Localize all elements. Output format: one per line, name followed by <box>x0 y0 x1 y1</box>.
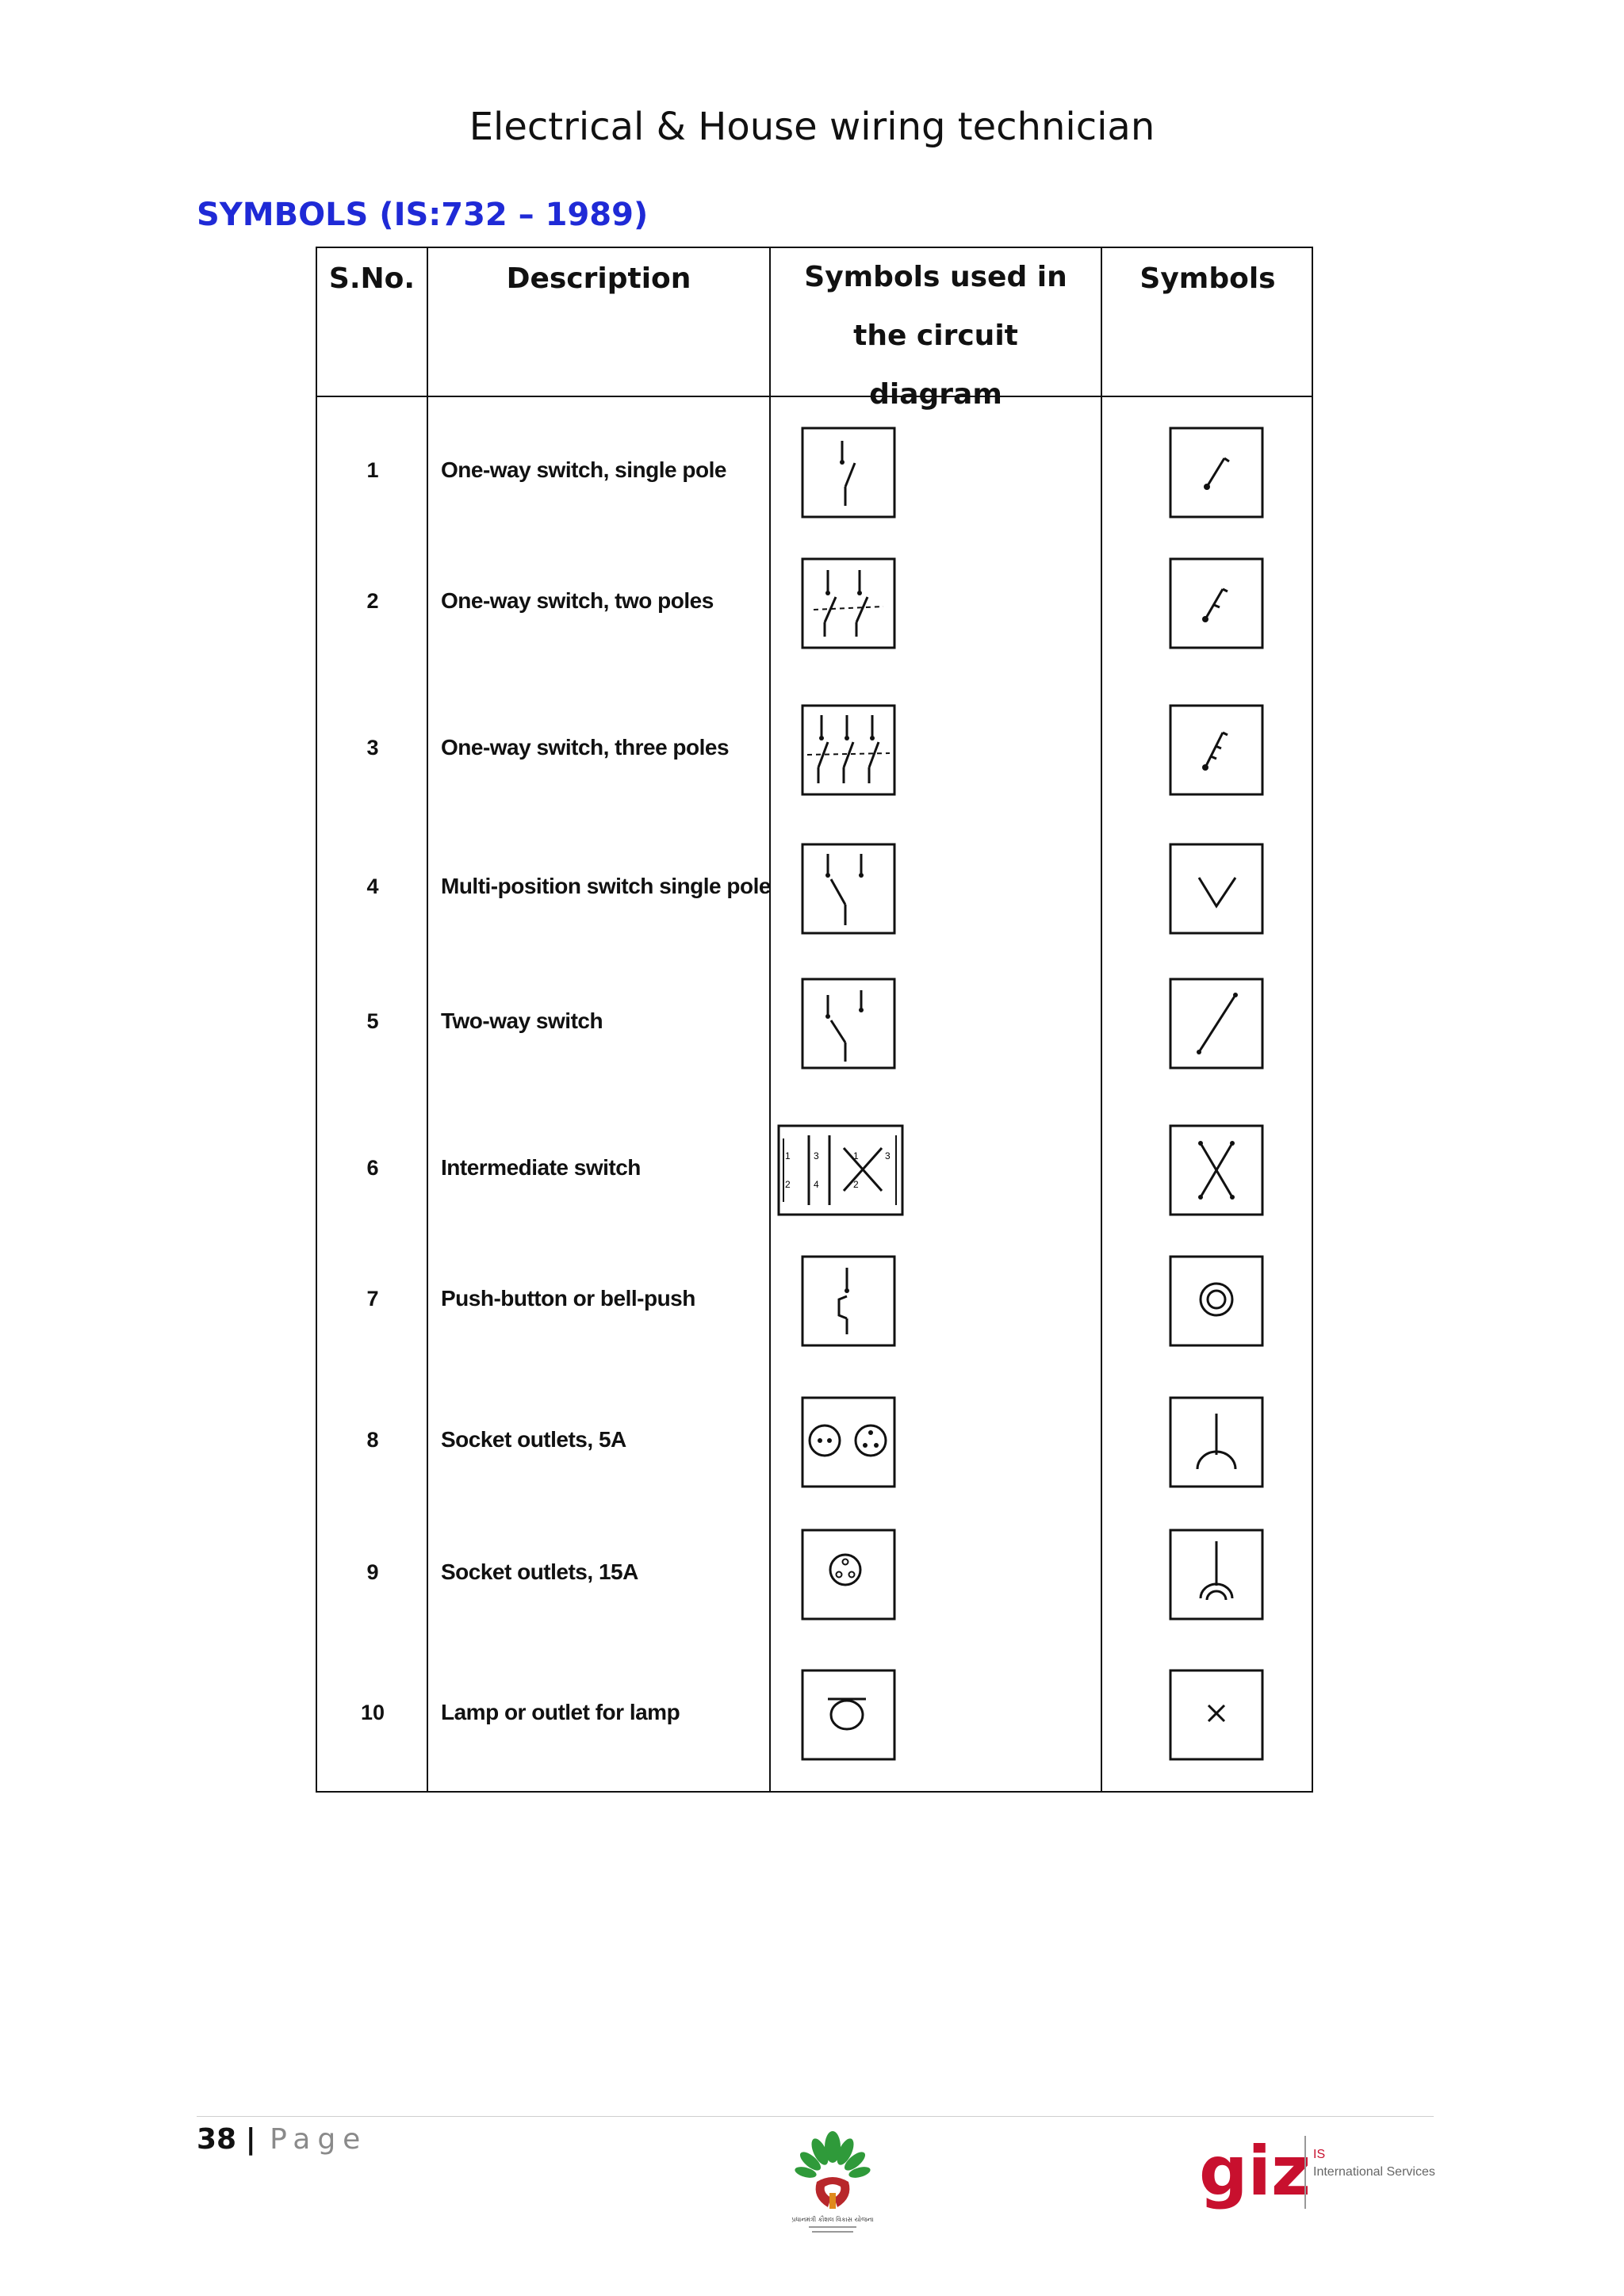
svg-text:2: 2 <box>853 1179 859 1190</box>
row-description: Intermediate switch <box>441 1155 641 1180</box>
logo-left-text: પ્રધાનમંત્રી કૌશલ વિકાસ યોજના <box>791 2216 874 2223</box>
row-sno: 9 <box>366 1560 379 1584</box>
svg-text:3: 3 <box>885 1150 891 1161</box>
row-sno: 1 <box>366 458 379 482</box>
three-pole-switch-circuit-icon <box>801 704 896 796</box>
socket-15a-circuit-icon <box>801 1529 896 1621</box>
row-description: One-way switch, three poles <box>441 735 730 760</box>
multi-position-switch-icon <box>1169 843 1264 935</box>
svg-text:4: 4 <box>814 1179 819 1190</box>
svg-text:1: 1 <box>853 1150 859 1161</box>
push-button-icon <box>1169 1255 1264 1347</box>
row-sno: 4 <box>366 874 379 898</box>
two-way-switch-icon <box>1169 978 1264 1070</box>
push-button-circuit-icon <box>801 1255 896 1347</box>
footer-divider <box>197 2116 1434 2117</box>
socket-5a-circuit-icon <box>801 1396 896 1488</box>
row-description: Socket outlets, 5A <box>441 1427 626 1452</box>
multi-position-switch-circuit-icon <box>801 843 896 935</box>
socket-15a-icon <box>1169 1529 1264 1621</box>
two-pole-switch-circuit-icon <box>801 557 896 649</box>
row-description: Multi-position switch single pole <box>441 874 771 898</box>
giz-tag: IS <box>1313 2148 1326 2161</box>
table-row <box>317 819 1312 954</box>
lamp-outlet-circuit-icon <box>801 1669 896 1761</box>
row-sno: 10 <box>360 1701 385 1724</box>
intermediate-switch-circuit-icon <box>777 1124 904 1216</box>
svg-text:1: 1 <box>785 1150 791 1161</box>
svg-text:3: 3 <box>814 1150 819 1161</box>
single-pole-switch-circuit-icon <box>801 427 896 519</box>
page-number-value: 38 <box>197 2123 237 2156</box>
single-pole-switch-icon <box>1169 427 1264 519</box>
two-pole-switch-icon <box>1169 557 1264 649</box>
table-row <box>317 1372 1312 1507</box>
table-row <box>317 1645 1312 1780</box>
table-row <box>317 534 1312 668</box>
giz-subtext: International Services <box>1313 2165 1435 2179</box>
table-row <box>317 1100 1312 1235</box>
svg-text:2: 2 <box>785 1179 791 1190</box>
table-row <box>317 1231 1312 1366</box>
row-sno: 6 <box>366 1156 379 1180</box>
page-separator: | <box>245 2123 256 2156</box>
row-description: Lamp or outlet for lamp <box>441 1700 680 1724</box>
lamp-outlet-icon <box>1169 1669 1264 1761</box>
page-label: Page <box>270 2123 368 2156</box>
row-sno: 5 <box>366 1009 379 1033</box>
page-header-title: Electrical & House wiring technician <box>469 105 1155 149</box>
row-description: Socket outlets, 15A <box>441 1559 638 1584</box>
intermediate-switch-icon <box>1169 1124 1264 1216</box>
table-row <box>317 403 1312 538</box>
giz-wordmark: giz <box>1199 2132 1312 2211</box>
row-description: One-way switch, two poles <box>441 588 714 613</box>
pmkvy-logo <box>785 2125 880 2244</box>
row-sno: 7 <box>366 1287 379 1311</box>
table-row <box>317 680 1312 815</box>
row-sno: 8 <box>366 1428 379 1452</box>
page-number <box>197 2123 367 2156</box>
row-description: Push-button or bell-push <box>441 1286 695 1311</box>
section-title: SYMBOLS (IS:732 – 1989) <box>197 197 649 233</box>
three-pole-switch-icon <box>1169 704 1264 796</box>
row-description: Two-way switch <box>441 1008 603 1033</box>
column-header-sno: S.No. <box>328 262 416 295</box>
row-description: One-way switch, single pole <box>441 457 726 482</box>
row-sno: 2 <box>366 589 379 613</box>
row-sno: 3 <box>366 736 379 760</box>
table-row <box>317 954 1312 1089</box>
column-header-circuit-symbols: Symbols used in the circuit diagram <box>804 261 1067 411</box>
column-header-description: Description <box>506 262 691 295</box>
symbols-table <box>316 247 1313 1793</box>
socket-5a-icon <box>1169 1396 1264 1488</box>
giz-logo <box>1199 2130 1453 2217</box>
column-header-symbols: Symbols <box>1139 262 1276 295</box>
two-way-switch-circuit-icon <box>801 978 896 1070</box>
table-row <box>317 1505 1312 1640</box>
